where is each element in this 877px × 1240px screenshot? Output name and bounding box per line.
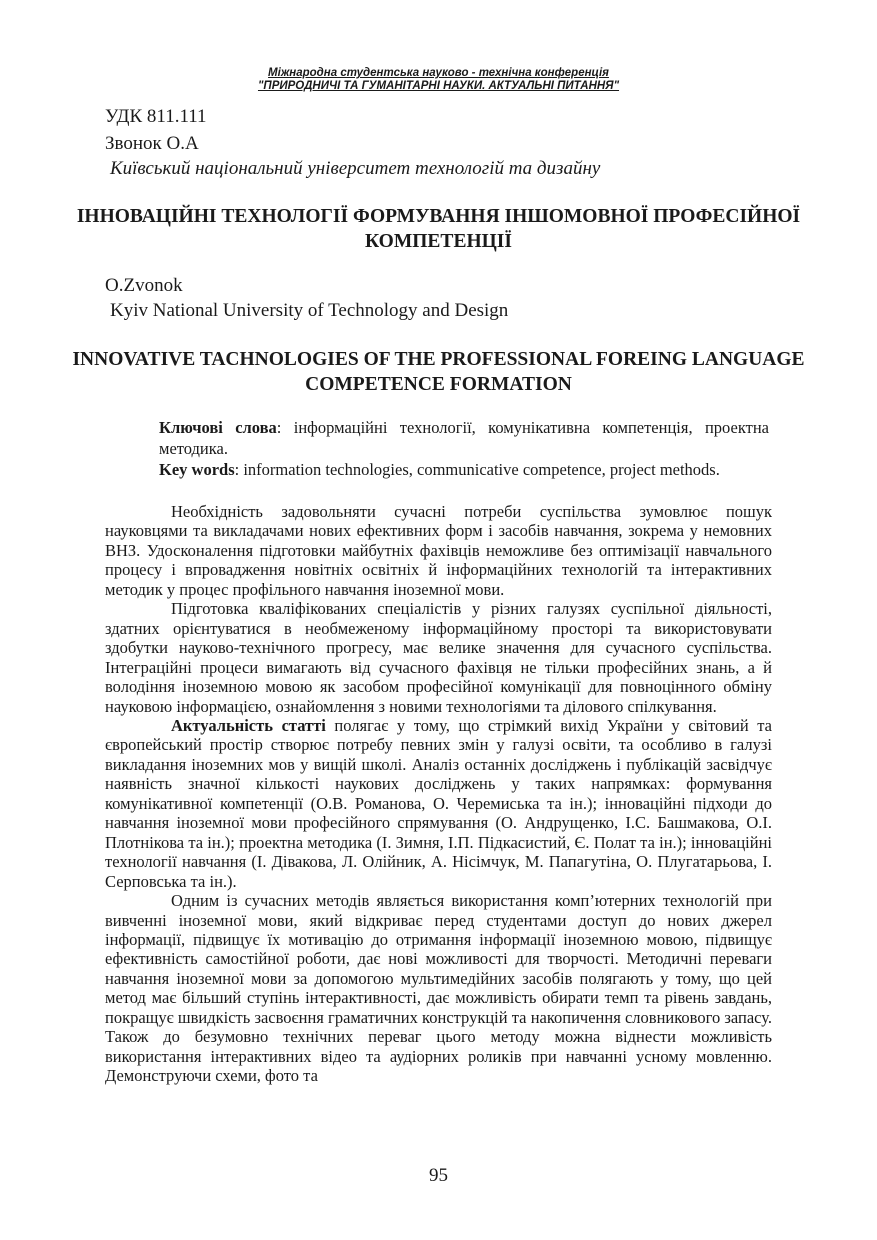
paragraph [105, 716, 772, 891]
paragraph [105, 502, 772, 599]
udk-code: УДК 811.111 [105, 106, 207, 127]
paragraph-text: Підготовка кваліфікованих спеціалістів у різних галузях суспільної діяльності, здатних орієнтуватися в необмеженому інформаційному просторі та використовувати здобутки науково-технічного прогресу, має велике значення для сучасного суспільства. Інтеграційні процеси вимагають від сучасного фахівця не тільки професійних знань, а й володіння іноземною мовою як засобом професійної комунікації для повноцінного обміну науковою інформацією, ознайомлення з новими технологіями та ділового спілкування. [105, 599, 772, 716]
article-body [105, 502, 772, 1086]
keywords-en-text: : information technologies, communicative competence, project methods. [234, 460, 720, 479]
keywords-ua-label: Ключові слова [159, 418, 277, 437]
affiliation-en: Kyiv National University of Technology and Design [110, 300, 509, 321]
keywords-ua [159, 417, 769, 459]
paragraph-text: полягає у тому, що стрімкий вихід України у світовий та європейський простір створює потребу певних змін у галузі освіти, та особливо в галузі викладання іноземних мов у вищій школі. Аналіз останніх досліджень і публікацій засвідчує наявність значної кількості наукових досліджень у таких напрямках: формування комунікативної компетенції (О.В. Романова, О. Черемиська та ін.); інноваційні підходи до навчання іноземної мови професійного спрямування (О. Андрущенко, І.С. Башмакова, О.І. Плотнікова та ін.); проектна методика (І. Зимня, І.П. Підкасистий, Є. Полат та ін.); інноваційні технології навчання (І. Дівакова, Л. Олійник, А. Нісімчук, М. Папагутіна, О. Плугатарьова, І. Серповська та ін.). [105, 715, 773, 891]
paragraph-text: Одним із сучасних методів являється використання комп’ютерних технологій при вивченні іноземної мови, який відкриває перед студентами доступ до нових джерел інформації, підвищує їх мотивацію до отримання інформації іноземною мовою, підвищує ефективність самостійної роботи, дає нові можливості для творчості. Методичні переваги навчання іноземної мови за допомогою мультимедійних засобів полягають у тому, що цей метод має більший ступінь інтерактивності, дає можливість обирати темп та рівень завдань, покращує швидкість засвоєння граматичних конструкцій та накопичення словникового запасу. Також до безумовно технічних переваг цього методу можна віднести можливість використання інтерактивних відео та аудіорних роликів при навчанні усному мовленню. Демонструючи схеми, фото та [105, 891, 772, 1086]
paragraph-lead: Актуальність статті [171, 715, 326, 735]
affiliation-ua: Київський національний університет технологій та дизайну [110, 158, 601, 179]
page-number: 95 [429, 1165, 448, 1186]
author-en: O.Zvonok [105, 275, 183, 296]
keywords-ua-text: : інформаційні технології, комунікативна компетенція, проектна методика. [159, 418, 769, 458]
title-en: INNOVATIVE TACHNOLOGIES OF THE PROFESSIONAL FOREING LANGUAGE COMPETENCE FORMATION [72, 349, 805, 395]
keywords-en-label: Key words [159, 460, 235, 479]
conference-header-line1: Міжнародна студентська науково - технічна конференція [268, 67, 609, 79]
author-ua: Звонок О.А [105, 133, 199, 154]
paragraph [105, 891, 772, 1086]
paragraph [105, 599, 772, 716]
paragraph-text: Необхідність задовольняти сучасні потреби суспільства зумовлює пошук науковцями та викладачами нових ефективних форм і засобів навчання, зокрема у немовних ВНЗ. Удосконалення підготовки майбутніх фахівців неможливе без оптимізації навчального процесу і впровадження новітніх освітніх й інформаційних технологій та інтерактивних методик у процес профільного навчання іноземної мови. [105, 502, 772, 599]
title-ua: ІННОВАЦІЙНІ ТЕХНОЛОГІЇ ФОРМУВАННЯ ІНШОМОВНОЇ ПРОФЕСІЙНОЇ КОМПЕТЕНЦІЇ [76, 206, 801, 252]
keywords-en [159, 459, 769, 480]
conference-header-line2: "ПРИРОДНИЧІ ТА ГУМАНІТАРНІ НАУКИ. АКТУАЛЬНІ ПИТАННЯ" [257, 80, 620, 92]
